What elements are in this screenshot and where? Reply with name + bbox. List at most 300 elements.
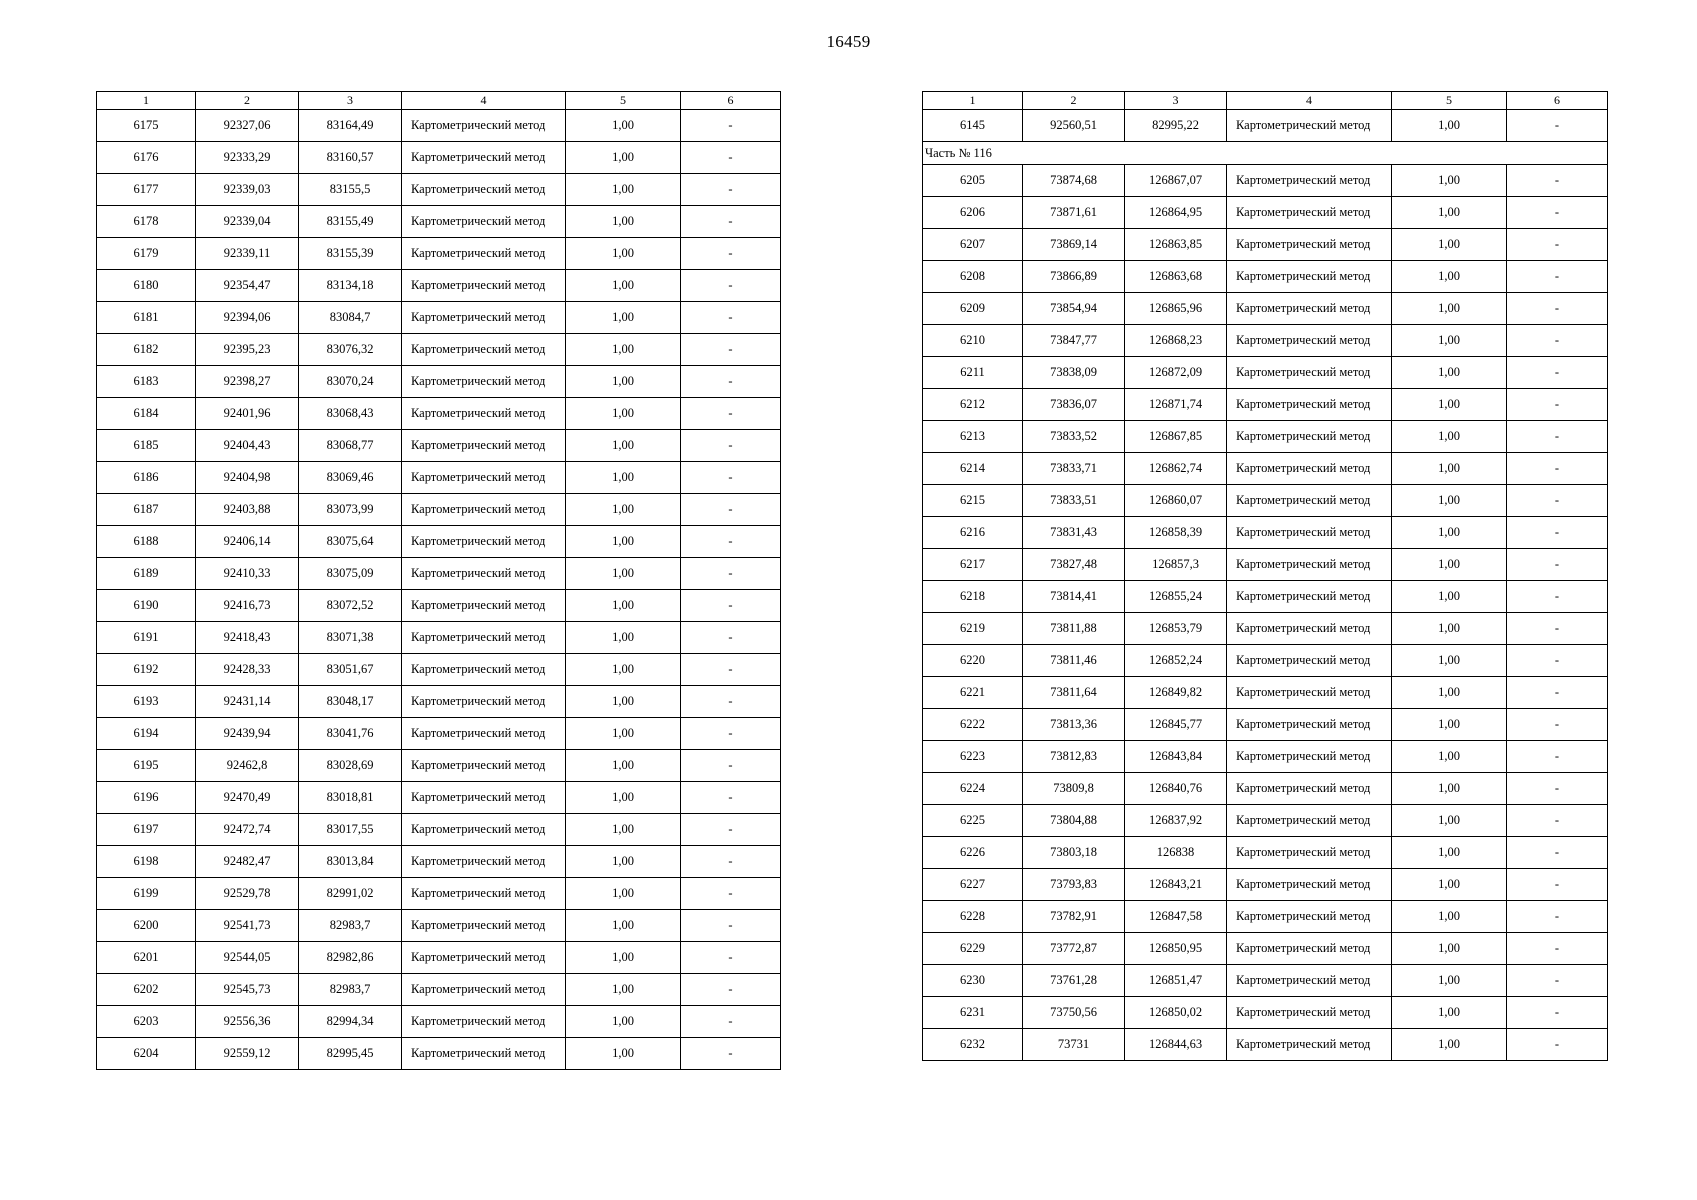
method-cell: Картометрический метод [1227, 165, 1392, 197]
point-number-cell: 6190 [97, 590, 196, 622]
table-row [923, 293, 1608, 325]
y-coordinate-cell: 83073,99 [299, 494, 402, 526]
description-cell: - [1507, 965, 1608, 997]
accuracy-cell: 1,00 [1392, 581, 1507, 613]
accuracy-cell: 1,00 [566, 462, 681, 494]
description-cell: - [681, 782, 781, 814]
x-coordinate-cell: 92403,88 [196, 494, 299, 526]
table-row [97, 366, 781, 398]
accuracy-cell: 1,00 [566, 622, 681, 654]
description-cell: - [1507, 197, 1608, 229]
y-coordinate-cell: 83071,38 [299, 622, 402, 654]
x-coordinate-cell: 73803,18 [1023, 837, 1125, 869]
method-cell: Картометрический метод [1227, 773, 1392, 805]
description-cell: - [681, 494, 781, 526]
table-row [923, 773, 1608, 805]
method-cell: Картометрический метод [1227, 325, 1392, 357]
table-row [923, 901, 1608, 933]
x-coordinate-cell: 73811,46 [1023, 645, 1125, 677]
accuracy-cell: 1,00 [566, 526, 681, 558]
point-number-cell: 6202 [97, 974, 196, 1006]
accuracy-cell: 1,00 [566, 782, 681, 814]
point-number-cell: 6228 [923, 901, 1023, 933]
table-row [923, 389, 1608, 421]
table-row [923, 677, 1608, 709]
accuracy-cell: 1,00 [566, 974, 681, 1006]
description-cell: - [681, 270, 781, 302]
point-number-cell: 6178 [97, 206, 196, 238]
accuracy-cell: 1,00 [566, 750, 681, 782]
x-coordinate-cell: 73869,14 [1023, 229, 1125, 261]
y-coordinate-cell: 126855,24 [1125, 581, 1227, 613]
x-coordinate-cell: 73793,83 [1023, 869, 1125, 901]
method-cell: Картометрический метод [402, 526, 566, 558]
description-cell: - [681, 974, 781, 1006]
accuracy-cell: 1,00 [1392, 229, 1507, 261]
y-coordinate-cell: 126850,95 [1125, 933, 1227, 965]
method-cell: Картометрический метод [1227, 741, 1392, 773]
point-number-cell: 6231 [923, 997, 1023, 1029]
method-cell: Картометрический метод [1227, 389, 1392, 421]
method-cell: Картометрический метод [402, 622, 566, 654]
point-number-cell: 6211 [923, 357, 1023, 389]
accuracy-cell: 1,00 [1392, 293, 1507, 325]
point-number-cell: 6230 [923, 965, 1023, 997]
accuracy-cell: 1,00 [1392, 773, 1507, 805]
section-label: Часть № 116 [923, 142, 1608, 165]
x-coordinate-cell: 92394,06 [196, 302, 299, 334]
x-coordinate-cell: 92418,43 [196, 622, 299, 654]
table-row [923, 965, 1608, 997]
method-cell: Картометрический метод [1227, 485, 1392, 517]
accuracy-cell: 1,00 [1392, 645, 1507, 677]
description-cell: - [681, 110, 781, 142]
description-cell: - [681, 526, 781, 558]
point-number-cell: 6214 [923, 453, 1023, 485]
x-coordinate-cell: 73833,71 [1023, 453, 1125, 485]
accuracy-cell: 1,00 [1392, 869, 1507, 901]
description-cell: - [681, 238, 781, 270]
description-cell: - [681, 846, 781, 878]
accuracy-cell: 1,00 [1392, 110, 1507, 142]
x-coordinate-cell: 92410,33 [196, 558, 299, 590]
point-number-cell: 6227 [923, 869, 1023, 901]
description-cell: - [1507, 110, 1608, 142]
method-cell: Картометрический метод [1227, 421, 1392, 453]
method-cell: Картометрический метод [402, 334, 566, 366]
y-coordinate-cell: 126838 [1125, 837, 1227, 869]
y-coordinate-cell: 126860,07 [1125, 485, 1227, 517]
method-cell: Картометрический метод [1227, 933, 1392, 965]
accuracy-cell: 1,00 [566, 206, 681, 238]
x-coordinate-cell: 92339,03 [196, 174, 299, 206]
method-cell: Картометрический метод [402, 462, 566, 494]
point-number-cell: 6216 [923, 517, 1023, 549]
description-cell: - [1507, 709, 1608, 741]
table-row [923, 837, 1608, 869]
point-number-cell: 6176 [97, 142, 196, 174]
table-row [923, 613, 1608, 645]
method-cell: Картометрический метод [402, 782, 566, 814]
y-coordinate-cell: 126863,85 [1125, 229, 1227, 261]
y-coordinate-cell: 83017,55 [299, 814, 402, 846]
x-coordinate-cell: 92416,73 [196, 590, 299, 622]
table-row [97, 398, 781, 430]
y-coordinate-cell: 83160,57 [299, 142, 402, 174]
y-coordinate-cell: 83051,67 [299, 654, 402, 686]
y-coordinate-cell: 83070,24 [299, 366, 402, 398]
description-cell: - [1507, 581, 1608, 613]
description-cell: - [681, 206, 781, 238]
y-coordinate-cell: 126865,96 [1125, 293, 1227, 325]
x-coordinate-cell: 73812,83 [1023, 741, 1125, 773]
method-cell: Картометрический метод [402, 238, 566, 270]
point-number-cell: 6215 [923, 485, 1023, 517]
column-header: 1 [923, 92, 1023, 110]
point-number-cell: 6187 [97, 494, 196, 526]
accuracy-cell: 1,00 [566, 942, 681, 974]
table-row [97, 974, 781, 1006]
accuracy-cell: 1,00 [566, 558, 681, 590]
description-cell: - [1507, 165, 1608, 197]
method-cell: Картометрический метод [402, 174, 566, 206]
description-cell: - [1507, 485, 1608, 517]
point-number-cell: 6188 [97, 526, 196, 558]
accuracy-cell: 1,00 [1392, 261, 1507, 293]
description-cell: - [1507, 549, 1608, 581]
column-header: 5 [1392, 92, 1507, 110]
x-coordinate-cell: 92560,51 [1023, 110, 1125, 142]
point-number-cell: 6220 [923, 645, 1023, 677]
x-coordinate-cell: 73833,51 [1023, 485, 1125, 517]
point-number-cell: 6203 [97, 1006, 196, 1038]
method-cell: Картометрический метод [402, 718, 566, 750]
point-number-cell: 6198 [97, 846, 196, 878]
description-cell: - [1507, 325, 1608, 357]
description-cell: - [681, 1006, 781, 1038]
accuracy-cell: 1,00 [566, 110, 681, 142]
x-coordinate-cell: 73854,94 [1023, 293, 1125, 325]
method-cell: Картометрический метод [402, 1006, 566, 1038]
page-number: 16459 [826, 32, 871, 51]
method-cell: Картометрический метод [1227, 581, 1392, 613]
point-number-cell: 6217 [923, 549, 1023, 581]
method-cell: Картометрический метод [1227, 869, 1392, 901]
table-row [923, 165, 1608, 197]
table-row [97, 814, 781, 846]
x-coordinate-cell: 73871,61 [1023, 197, 1125, 229]
y-coordinate-cell: 82983,7 [299, 910, 402, 942]
y-coordinate-cell: 126863,68 [1125, 261, 1227, 293]
point-number-cell: 6196 [97, 782, 196, 814]
point-number-cell: 6192 [97, 654, 196, 686]
x-coordinate-cell: 73866,89 [1023, 261, 1125, 293]
method-cell: Картометрический метод [402, 974, 566, 1006]
point-number-cell: 6219 [923, 613, 1023, 645]
y-coordinate-cell: 126867,85 [1125, 421, 1227, 453]
table-row [923, 741, 1608, 773]
description-cell: - [681, 142, 781, 174]
y-coordinate-cell: 83134,18 [299, 270, 402, 302]
y-coordinate-cell: 126852,24 [1125, 645, 1227, 677]
y-coordinate-cell: 126871,74 [1125, 389, 1227, 421]
accuracy-cell: 1,00 [566, 334, 681, 366]
table-body-right [923, 92, 1608, 1061]
accuracy-cell: 1,00 [566, 494, 681, 526]
accuracy-cell: 1,00 [566, 814, 681, 846]
section-row [923, 142, 1608, 165]
accuracy-cell: 1,00 [566, 846, 681, 878]
method-cell: Картометрический метод [402, 750, 566, 782]
description-cell: - [1507, 677, 1608, 709]
method-cell: Картометрический метод [1227, 613, 1392, 645]
y-coordinate-cell: 83155,5 [299, 174, 402, 206]
y-coordinate-cell: 82995,22 [1125, 110, 1227, 142]
y-coordinate-cell: 126843,21 [1125, 869, 1227, 901]
accuracy-cell: 1,00 [566, 398, 681, 430]
table-row [923, 997, 1608, 1029]
point-number-cell: 6145 [923, 110, 1023, 142]
description-cell: - [1507, 229, 1608, 261]
x-coordinate-cell: 73811,64 [1023, 677, 1125, 709]
table-row [923, 645, 1608, 677]
table-body-left [97, 92, 781, 1070]
accuracy-cell: 1,00 [566, 686, 681, 718]
point-number-cell: 6179 [97, 238, 196, 270]
description-cell: - [681, 718, 781, 750]
x-coordinate-cell: 92556,36 [196, 1006, 299, 1038]
x-coordinate-cell: 73804,88 [1023, 805, 1125, 837]
method-cell: Картометрический метод [1227, 261, 1392, 293]
table-row [97, 494, 781, 526]
method-cell: Картометрический метод [402, 110, 566, 142]
point-number-cell: 6180 [97, 270, 196, 302]
y-coordinate-cell: 83028,69 [299, 750, 402, 782]
point-number-cell: 6213 [923, 421, 1023, 453]
accuracy-cell: 1,00 [1392, 549, 1507, 581]
x-coordinate-cell: 92339,04 [196, 206, 299, 238]
table-row [97, 590, 781, 622]
table-row [97, 654, 781, 686]
y-coordinate-cell: 82995,45 [299, 1038, 402, 1070]
accuracy-cell: 1,00 [566, 238, 681, 270]
x-coordinate-cell: 92398,27 [196, 366, 299, 398]
method-cell: Картометрический метод [1227, 709, 1392, 741]
method-cell: Картометрический метод [402, 654, 566, 686]
description-cell: - [1507, 613, 1608, 645]
x-coordinate-cell: 92333,29 [196, 142, 299, 174]
description-cell: - [1507, 357, 1608, 389]
point-number-cell: 6224 [923, 773, 1023, 805]
method-cell: Картометрический метод [1227, 357, 1392, 389]
y-coordinate-cell: 83068,77 [299, 430, 402, 462]
table-row [97, 782, 781, 814]
y-coordinate-cell: 82991,02 [299, 878, 402, 910]
table-row [923, 933, 1608, 965]
point-number-cell: 6209 [923, 293, 1023, 325]
method-cell: Картометрический метод [402, 686, 566, 718]
point-number-cell: 6189 [97, 558, 196, 590]
table-row [97, 206, 781, 238]
point-number-cell: 6175 [97, 110, 196, 142]
x-coordinate-cell: 73761,28 [1023, 965, 1125, 997]
table-row [97, 462, 781, 494]
x-coordinate-cell: 92544,05 [196, 942, 299, 974]
description-cell: - [1507, 645, 1608, 677]
description-cell: - [681, 814, 781, 846]
method-cell: Картометрический метод [1227, 837, 1392, 869]
point-number-cell: 6186 [97, 462, 196, 494]
description-cell: - [1507, 837, 1608, 869]
x-coordinate-cell: 92428,33 [196, 654, 299, 686]
table-row [97, 1038, 781, 1070]
accuracy-cell: 1,00 [1392, 805, 1507, 837]
table-row [923, 517, 1608, 549]
y-coordinate-cell: 126843,84 [1125, 741, 1227, 773]
accuracy-cell: 1,00 [1392, 389, 1507, 421]
accuracy-cell: 1,00 [1392, 517, 1507, 549]
accuracy-cell: 1,00 [566, 142, 681, 174]
accuracy-cell: 1,00 [1392, 357, 1507, 389]
table-row [97, 846, 781, 878]
y-coordinate-cell: 83041,76 [299, 718, 402, 750]
table-row [97, 430, 781, 462]
column-header: 3 [1125, 92, 1227, 110]
y-coordinate-cell: 126853,79 [1125, 613, 1227, 645]
accuracy-cell: 1,00 [566, 430, 681, 462]
description-cell: - [1507, 741, 1608, 773]
accuracy-cell: 1,00 [1392, 1029, 1507, 1061]
point-number-cell: 6221 [923, 677, 1023, 709]
column-header: 3 [299, 92, 402, 110]
column-header: 6 [1507, 92, 1608, 110]
description-cell: - [681, 1038, 781, 1070]
table-row [97, 878, 781, 910]
description-cell: - [681, 622, 781, 654]
method-cell: Картометрический метод [1227, 901, 1392, 933]
table-row [97, 110, 781, 142]
accuracy-cell: 1,00 [1392, 965, 1507, 997]
description-cell: - [681, 878, 781, 910]
x-coordinate-cell: 73831,43 [1023, 517, 1125, 549]
y-coordinate-cell: 126867,07 [1125, 165, 1227, 197]
accuracy-cell: 1,00 [1392, 677, 1507, 709]
y-coordinate-cell: 126862,74 [1125, 453, 1227, 485]
y-coordinate-cell: 126868,23 [1125, 325, 1227, 357]
y-coordinate-cell: 82983,7 [299, 974, 402, 1006]
accuracy-cell: 1,00 [1392, 421, 1507, 453]
method-cell: Картометрический метод [402, 814, 566, 846]
coordinates-table-left [96, 91, 781, 1070]
method-cell: Картометрический метод [1227, 677, 1392, 709]
point-number-cell: 6185 [97, 430, 196, 462]
coordinates-table-right [922, 91, 1608, 1061]
description-cell: - [1507, 261, 1608, 293]
x-coordinate-cell: 73847,77 [1023, 325, 1125, 357]
method-cell: Картометрический метод [402, 494, 566, 526]
point-number-cell: 6182 [97, 334, 196, 366]
x-coordinate-cell: 92462,8 [196, 750, 299, 782]
table-row [923, 549, 1608, 581]
method-cell: Картометрический метод [402, 590, 566, 622]
table-row [923, 485, 1608, 517]
column-header: 2 [1023, 92, 1125, 110]
x-coordinate-cell: 92401,96 [196, 398, 299, 430]
table-row [923, 110, 1608, 142]
y-coordinate-cell: 126872,09 [1125, 357, 1227, 389]
point-number-cell: 6204 [97, 1038, 196, 1070]
x-coordinate-cell: 92406,14 [196, 526, 299, 558]
method-cell: Картометрический метод [1227, 549, 1392, 581]
accuracy-cell: 1,00 [566, 1038, 681, 1070]
description-cell: - [1507, 901, 1608, 933]
table-row [97, 302, 781, 334]
table-row [97, 174, 781, 206]
x-coordinate-cell: 92404,98 [196, 462, 299, 494]
description-cell: - [681, 334, 781, 366]
y-coordinate-cell: 83069,46 [299, 462, 402, 494]
y-coordinate-cell: 126851,47 [1125, 965, 1227, 997]
x-coordinate-cell: 92327,06 [196, 110, 299, 142]
description-cell: - [1507, 869, 1608, 901]
x-coordinate-cell: 73750,56 [1023, 997, 1125, 1029]
y-coordinate-cell: 126858,39 [1125, 517, 1227, 549]
y-coordinate-cell: 83155,39 [299, 238, 402, 270]
table-header-row [923, 92, 1608, 110]
y-coordinate-cell: 83072,52 [299, 590, 402, 622]
point-number-cell: 6181 [97, 302, 196, 334]
accuracy-cell: 1,00 [566, 654, 681, 686]
point-number-cell: 6200 [97, 910, 196, 942]
table-row [923, 869, 1608, 901]
x-coordinate-cell: 92482,47 [196, 846, 299, 878]
point-number-cell: 6195 [97, 750, 196, 782]
accuracy-cell: 1,00 [1392, 933, 1507, 965]
method-cell: Картометрический метод [1227, 110, 1392, 142]
description-cell: - [1507, 1029, 1608, 1061]
y-coordinate-cell: 83048,17 [299, 686, 402, 718]
y-coordinate-cell: 83155,49 [299, 206, 402, 238]
table-row [923, 805, 1608, 837]
y-coordinate-cell: 126849,82 [1125, 677, 1227, 709]
description-cell: - [681, 398, 781, 430]
x-coordinate-cell: 92395,23 [196, 334, 299, 366]
y-coordinate-cell: 83084,7 [299, 302, 402, 334]
table-row [97, 558, 781, 590]
column-header: 2 [196, 92, 299, 110]
x-coordinate-cell: 73814,41 [1023, 581, 1125, 613]
y-coordinate-cell: 126845,77 [1125, 709, 1227, 741]
x-coordinate-cell: 92529,78 [196, 878, 299, 910]
y-coordinate-cell: 126850,02 [1125, 997, 1227, 1029]
x-coordinate-cell: 73731 [1023, 1029, 1125, 1061]
point-number-cell: 6197 [97, 814, 196, 846]
point-number-cell: 6218 [923, 581, 1023, 613]
table-row [97, 686, 781, 718]
y-coordinate-cell: 83068,43 [299, 398, 402, 430]
accuracy-cell: 1,00 [566, 366, 681, 398]
y-coordinate-cell: 126840,76 [1125, 773, 1227, 805]
method-cell: Картометрический метод [1227, 197, 1392, 229]
point-number-cell: 6226 [923, 837, 1023, 869]
accuracy-cell: 1,00 [566, 174, 681, 206]
method-cell: Картометрический метод [402, 942, 566, 974]
table-row [923, 453, 1608, 485]
y-coordinate-cell: 83164,49 [299, 110, 402, 142]
table-row [923, 229, 1608, 261]
description-cell: - [1507, 997, 1608, 1029]
y-coordinate-cell: 126847,58 [1125, 901, 1227, 933]
